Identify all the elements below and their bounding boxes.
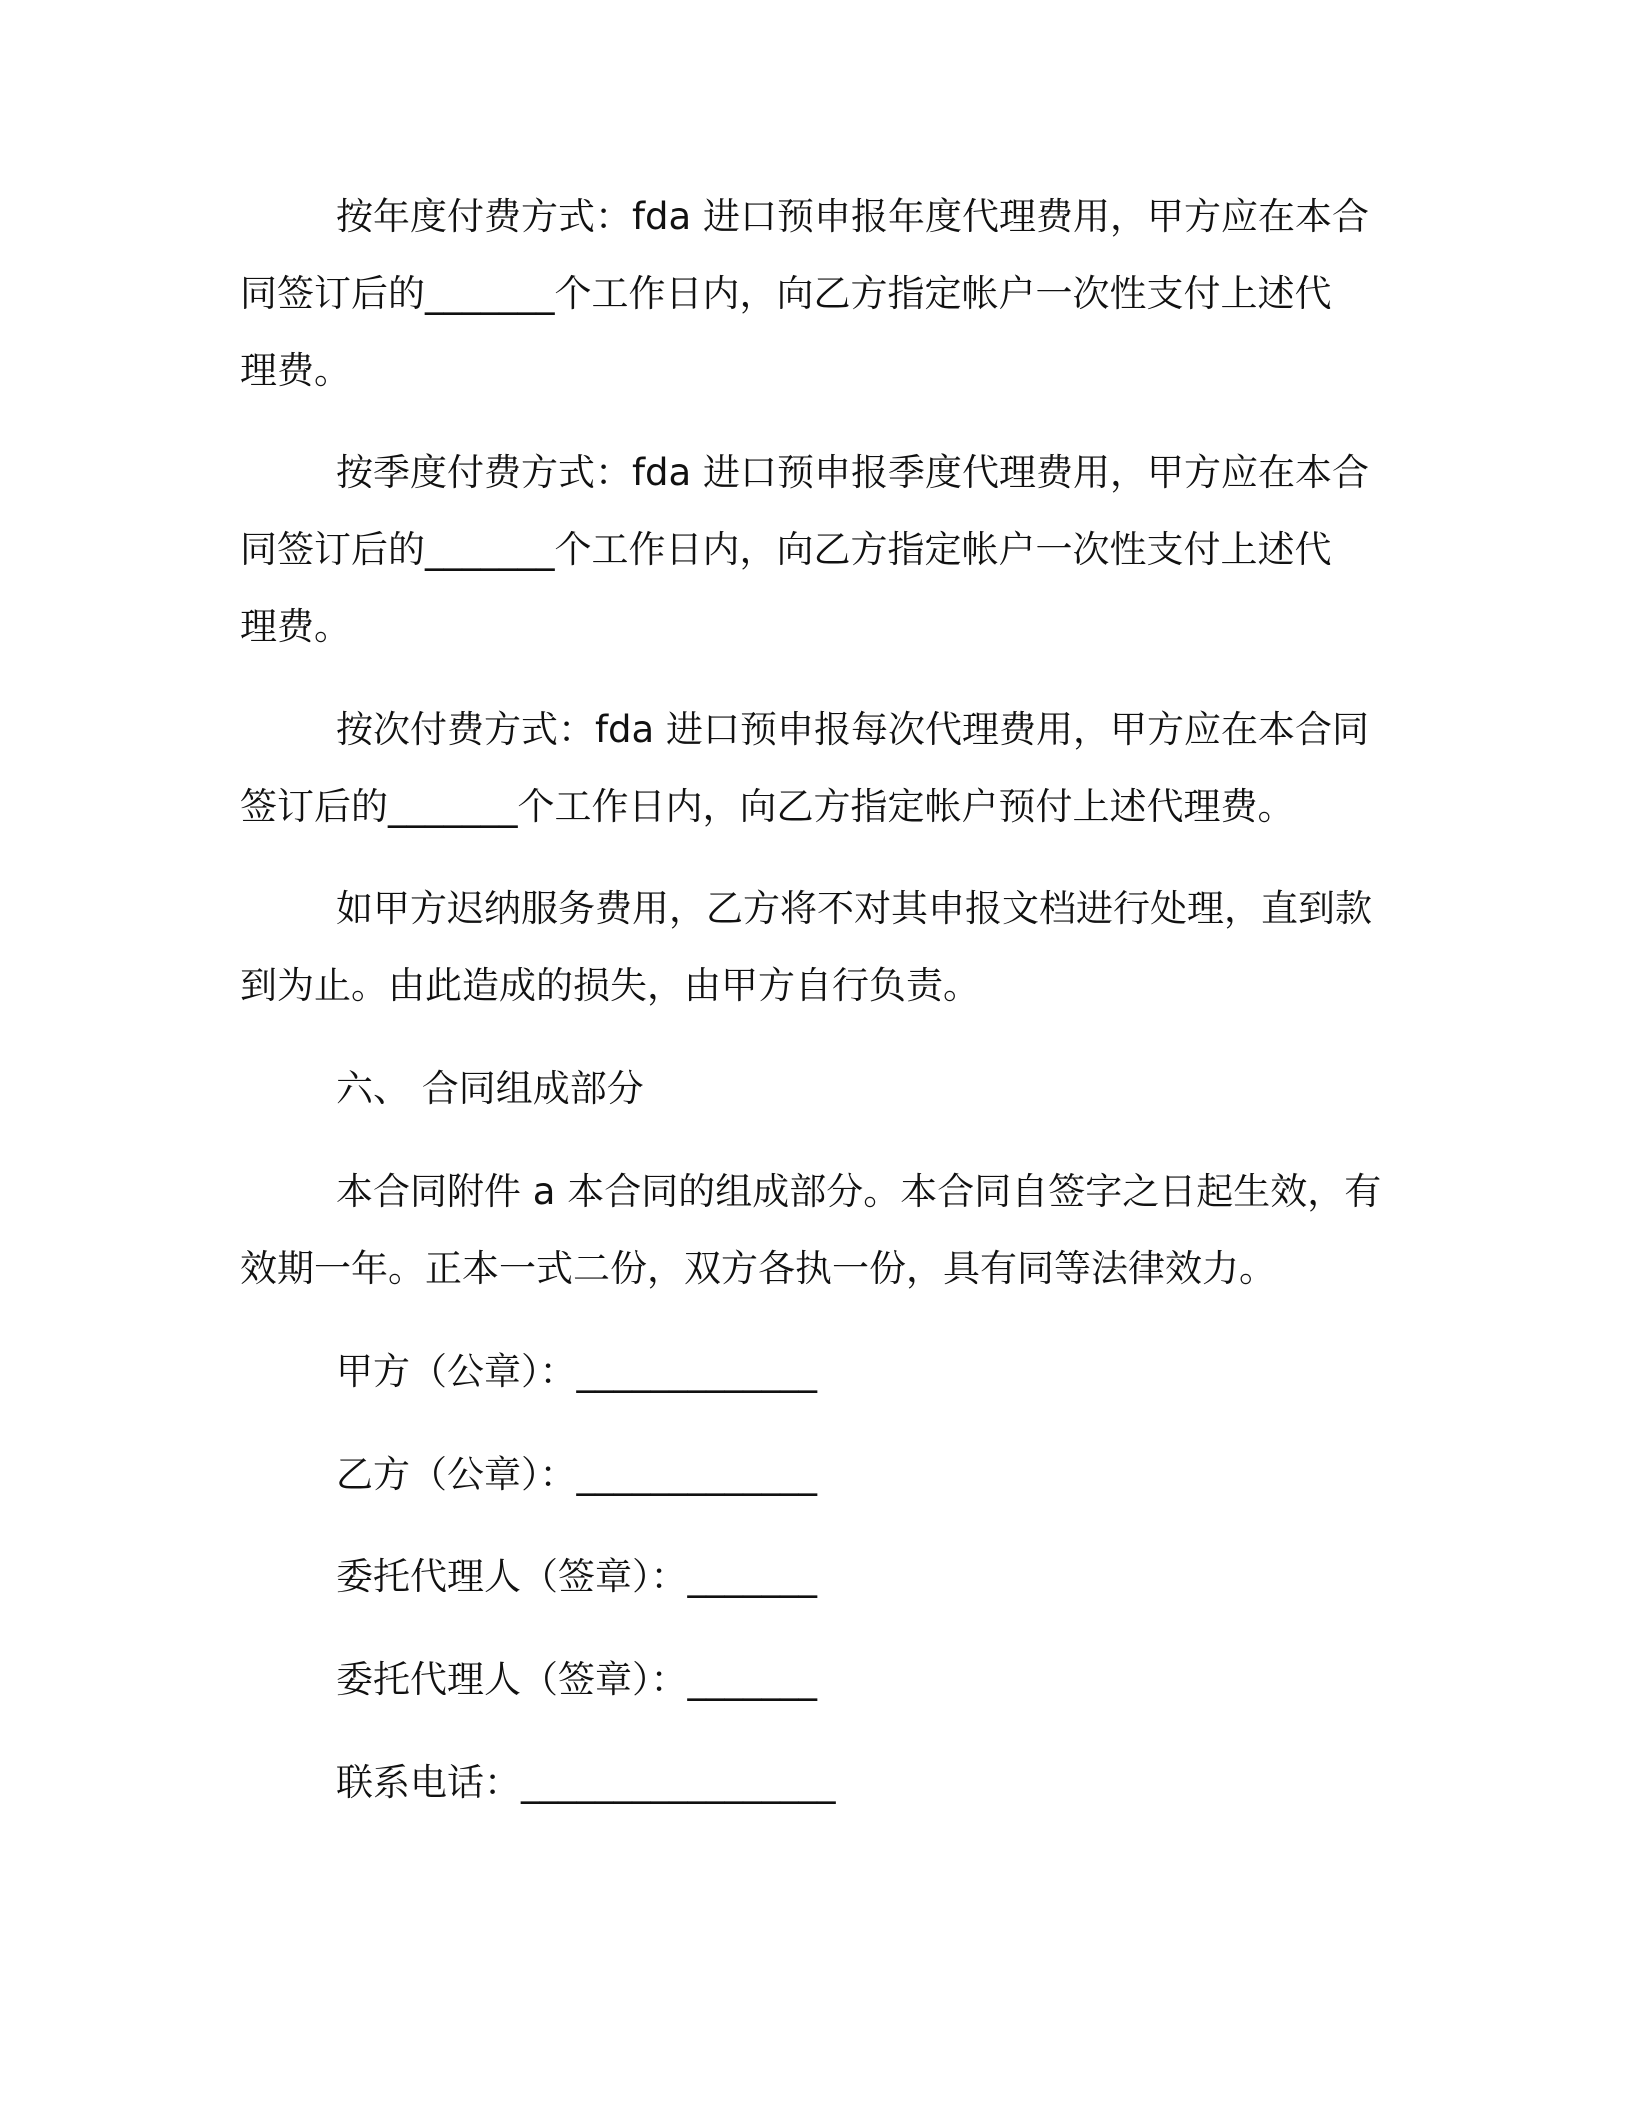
- paragraph-line: 签订后的_______个工作日内，向乙方指定帐户预付上述代理费。: [240, 785, 1295, 828]
- paragraph-line: 本合同附件 a 本合同的组成部分。本合同自签字之日起生效，有: [336, 1170, 1382, 1213]
- party-b-seal-field: 乙方（公章）：_____________: [336, 1453, 817, 1496]
- paragraph-line: 理费。: [240, 349, 351, 392]
- paragraph-line: 按季度付费方式：fda 进口预申报季度代理费用，甲方应在本合: [336, 451, 1369, 494]
- paragraph-line: 效期一年。正本一式二份，双方各执一份，具有同等法律效力。: [240, 1247, 1276, 1290]
- paragraph-line: 按次付费方式：fda 进口预申报每次代理费用，甲方应在本合同: [336, 708, 1369, 751]
- paragraph-line: 到为止。由此造成的损失，由甲方自行负责。: [240, 964, 980, 1007]
- party-a-seal-field: 甲方（公章）：_____________: [336, 1350, 817, 1393]
- paragraph-line: 理费。: [240, 605, 351, 648]
- agent-signature-field: 委托代理人（签章）：_______: [336, 1658, 817, 1701]
- contact-phone-field: 联系电话：_________________: [336, 1761, 836, 1804]
- paragraph-line: 同签订后的_______个工作日内，向乙方指定帐户一次性支付上述代: [240, 272, 1332, 315]
- paragraph-line: 如甲方迟纳服务费用，乙方将不对其申报文档进行处理，直到款: [336, 887, 1372, 930]
- agent-signature-field: 委托代理人（签章）：_______: [336, 1555, 817, 1598]
- paragraph-line: 同签订后的_______个工作日内，向乙方指定帐户一次性支付上述代: [240, 528, 1332, 571]
- section-heading: 六、 合同组成部分: [336, 1067, 644, 1110]
- paragraph-line: 按年度付费方式：fda 进口预申报年度代理费用，甲方应在本合: [336, 195, 1369, 238]
